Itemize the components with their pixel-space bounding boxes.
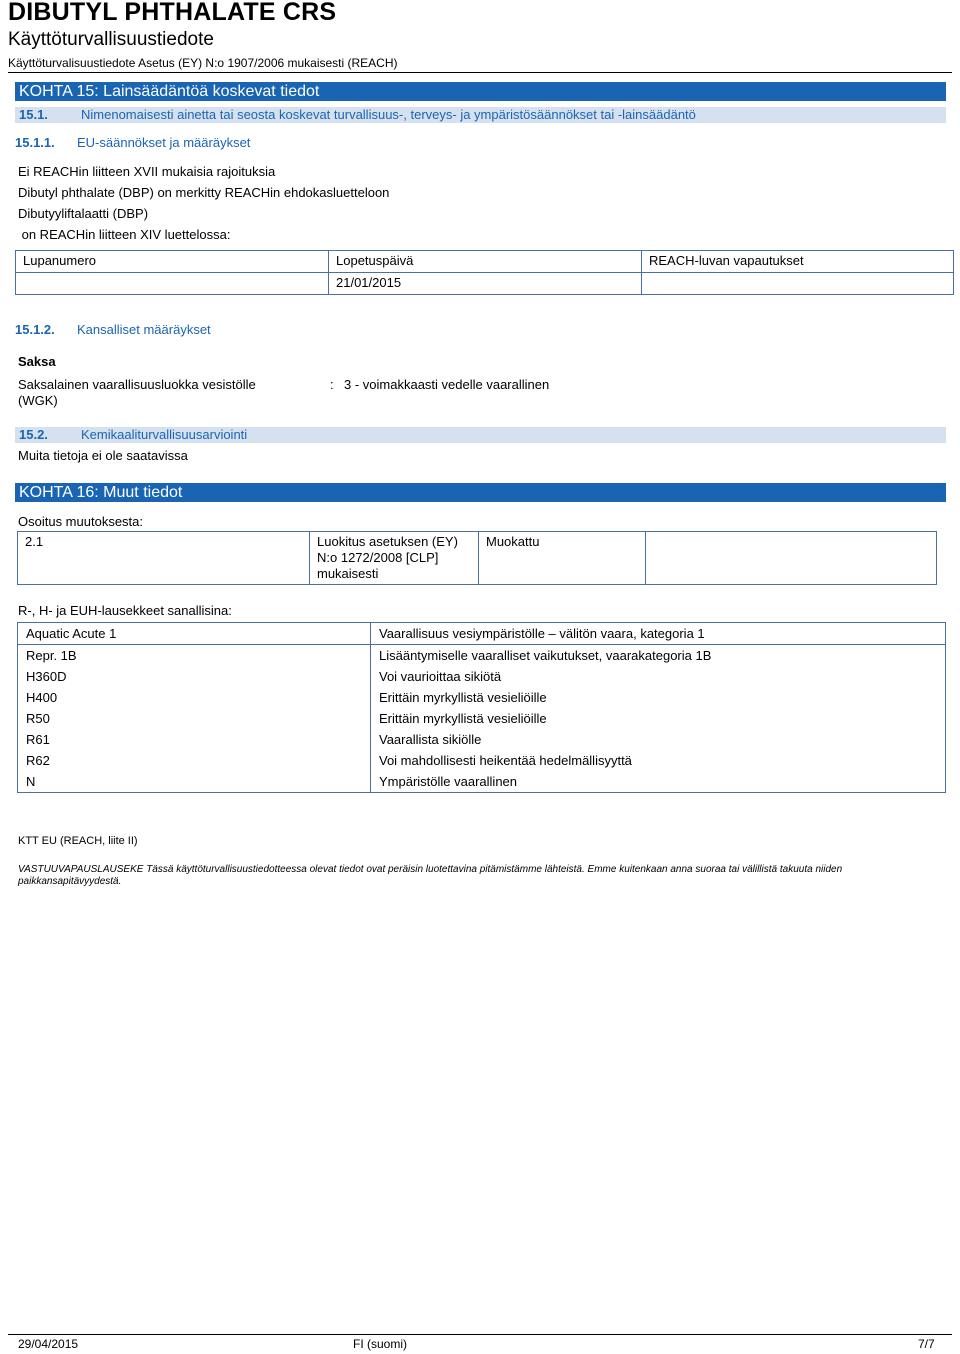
phrase-code: H400	[18, 687, 371, 708]
section-15-header: KOHTA 15: Lainsäädäntöä koskevat tiedot	[15, 82, 946, 101]
ktt-label: KTT EU (REACH, liite II)	[18, 835, 138, 847]
regulation-line: Käyttöturvalisuustiedote Asetus (EY) N:o 1907/2006 mukaisesti (REACH)	[8, 56, 398, 70]
phrase-code: Repr. 1B	[18, 645, 371, 667]
section-number: 15.2.	[19, 427, 48, 442]
table-row	[16, 251, 954, 273]
phrase-text: Erittäin myrkyllistä vesieliöille	[379, 711, 547, 726]
section-title: Kansalliset määräykset	[77, 322, 211, 337]
table-cell	[642, 273, 954, 295]
footer-rule	[8, 1334, 952, 1335]
phrase-text: Vaarallista sikiölle	[379, 732, 482, 747]
wgk-separator: :	[330, 377, 334, 392]
changes-table	[17, 531, 937, 585]
reg-line-2: Dibutyl phthalate (DBP) on merkitty REACHin ehdokasluetteloon	[18, 185, 390, 200]
section-title: Kemikaaliturvallisuusarviointi	[81, 427, 248, 442]
section-15-2-header	[15, 427, 946, 443]
section-15-1-2-heading	[15, 322, 211, 337]
header-rule	[8, 72, 952, 73]
changes-label: Osoitus muutoksesta:	[18, 514, 143, 529]
table-row	[18, 750, 946, 771]
phrase-text: Ympäristölle vaarallinen	[379, 774, 518, 789]
reg-line-3: Dibutyyliftalaatti (DBP)	[18, 206, 149, 221]
section-15-1-header	[15, 107, 946, 123]
phrase-text: Voi vaurioittaa sikiötä	[379, 669, 502, 684]
footer-page-number: 7/7	[918, 1337, 935, 1351]
phrase-code: R61	[18, 729, 371, 750]
section-number: 15.1.1.	[15, 135, 55, 150]
table-header-cell: REACH-luvan vapautukset	[642, 251, 954, 273]
section-15-1-1-heading	[15, 135, 250, 150]
phrase-text: Erittäin myrkyllistä vesieliöille	[379, 690, 547, 705]
table-row	[16, 273, 954, 295]
authorisation-table	[15, 250, 954, 295]
table-row	[18, 708, 946, 729]
phrase-text: Lisääntymiselle vaaralliset vaikutukset, vaarakategoria 1B	[379, 648, 712, 663]
wgk-label: Saksalainen vaarallisuusluokka vesistölle (WGK)	[18, 377, 256, 408]
phrases-label: R-, H- ja EUH-lausekkeet sanallisina:	[18, 603, 232, 618]
section-title: Nimenomaisesti ainetta tai seosta koskevat turvallisuus-, terveys- ja ympäristösäännökset tai -lainsäädäntö	[81, 107, 696, 122]
reg-line-4: on REACHin liitteen XIV luettelossa:	[18, 227, 231, 242]
table-cell: 2.1	[18, 532, 310, 585]
document-title: DIBUTYL PHTHALATE CRS	[8, 0, 337, 26]
table-row	[18, 645, 946, 667]
table-row	[18, 771, 946, 793]
phrases-table	[17, 622, 946, 793]
country-label: Saksa	[18, 354, 56, 369]
table-row	[18, 729, 946, 750]
table-row	[18, 532, 937, 585]
phrase-text: Voi mahdollisesti heikentää hedelmällisyyttä	[379, 753, 632, 768]
section-title: EU-säännökset ja määräykset	[77, 135, 251, 150]
phrase-code: Aquatic Acute 1	[18, 623, 371, 645]
disclaimer-text: VASTUUVAPAUSLAUSEKE Tässä käyttöturvallisuustiedotteessa olevat tiedot ovat peräisin luotettavina pitämistämme lähteistä. Emme kuitenkaan anna suoraa tai välillistä takuuta niiden paikkansapitävyydestä.	[18, 864, 843, 887]
phrase-code: N	[18, 771, 371, 793]
table-cell	[646, 532, 937, 585]
table-header-cell: Lopetuspäivä	[329, 251, 642, 273]
assessment-text: Muita tietoja ei ole saatavissa	[18, 448, 188, 463]
table-row	[18, 687, 946, 708]
table-cell	[16, 273, 329, 295]
table-row	[18, 623, 946, 645]
phrase-text: Vaarallisuus vesiympäristölle – välitön vaara, kategoria 1	[371, 623, 946, 645]
section-16-header: KOHTA 16: Muut tiedot	[15, 483, 946, 502]
table-cell: Luokitus asetuksen (EY) N:o 1272/2008 [CLP] mukaisesti	[310, 532, 479, 585]
footer-language: FI (suomi)	[353, 1337, 407, 1351]
table-cell: 21/01/2015	[329, 273, 642, 295]
phrase-code: R50	[18, 708, 371, 729]
document-subtitle: Käyttöturvallisuustiedote	[8, 29, 214, 50]
section-number: 15.1.	[19, 107, 48, 122]
table-cell: Muokattu	[479, 532, 646, 585]
table-row	[18, 666, 946, 687]
reg-line-1: Ei REACHin liitteen XVII mukaisia rajoituksia	[18, 164, 276, 179]
table-header-cell: Lupanumero	[16, 251, 329, 273]
phrase-code: H360D	[18, 666, 371, 687]
footer-date: 29/04/2015	[18, 1337, 79, 1351]
wgk-value: 3 - voimakkaasti vedelle vaarallinen	[344, 377, 550, 392]
section-number: 15.1.2.	[15, 322, 55, 337]
phrase-code: R62	[18, 750, 371, 771]
